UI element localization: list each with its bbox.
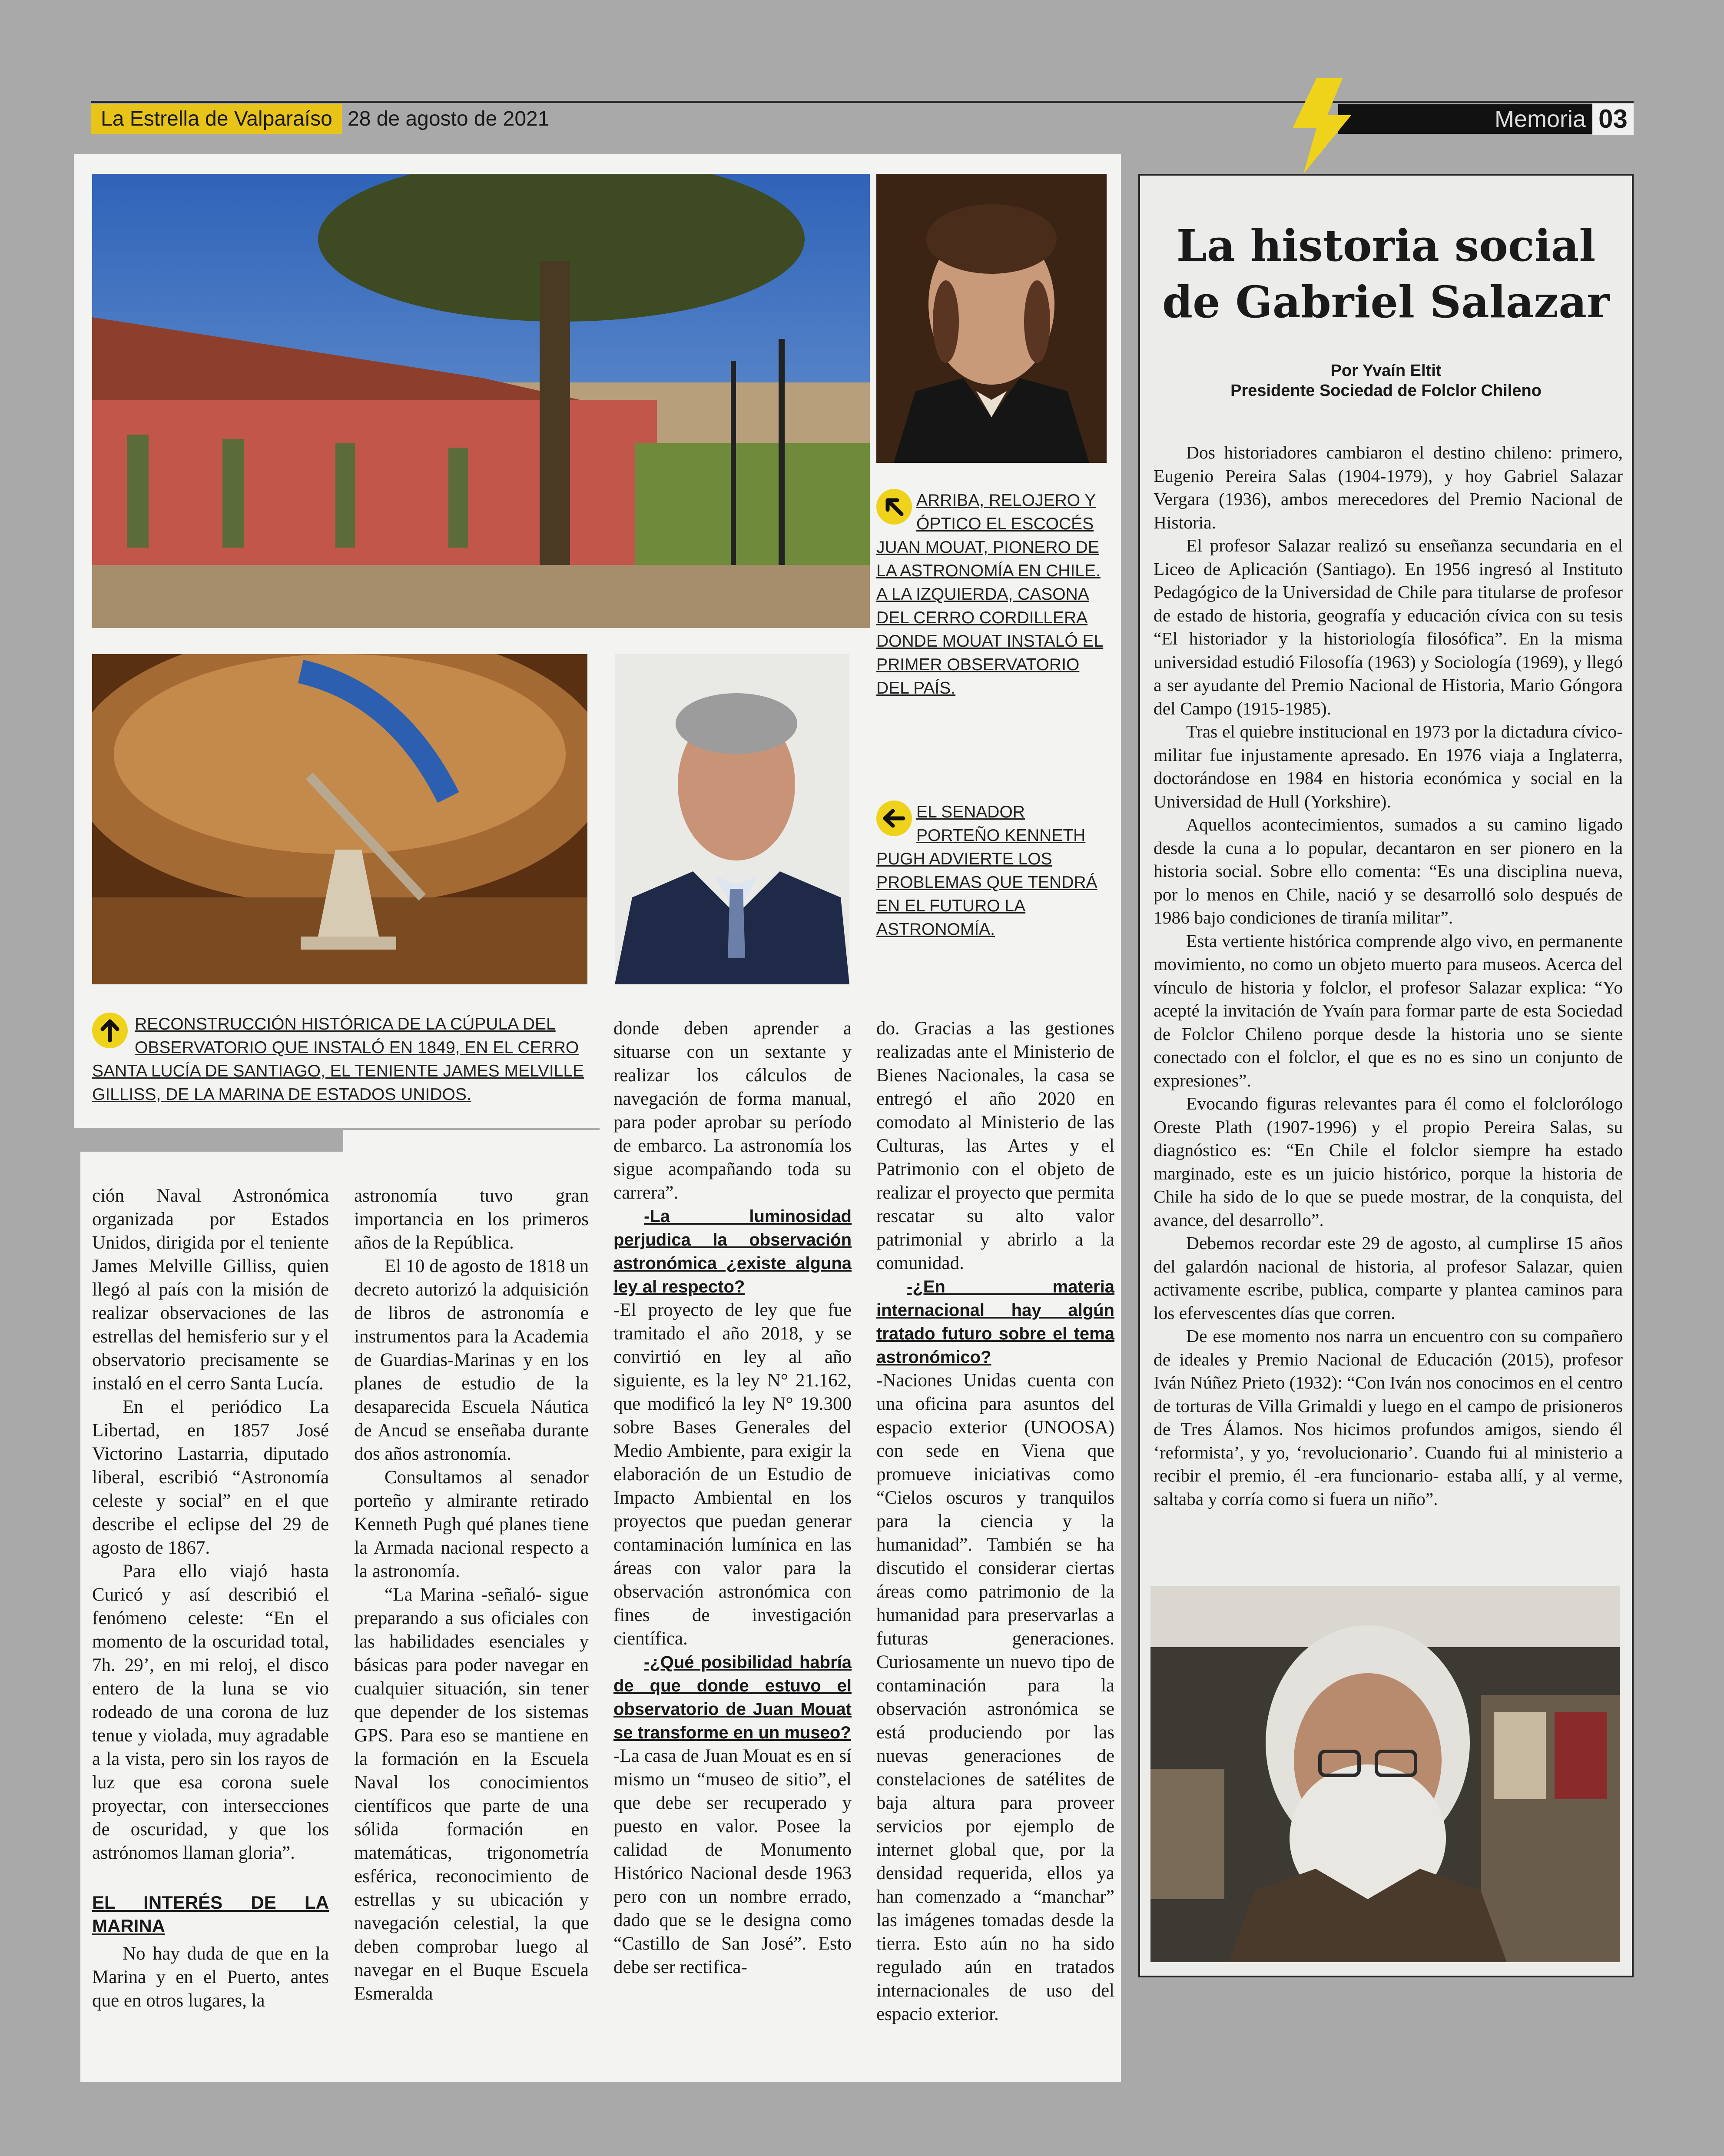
sidebar-body (1154, 441, 1623, 1511)
sidebar-title (1147, 217, 1625, 330)
column-3 (613, 1017, 852, 1979)
column-1 (92, 1184, 329, 2013)
moutat-portrait-photo (876, 174, 1107, 463)
page-number: 03 (1592, 103, 1634, 135)
col3-question-2: -¿Qué posibilidad habría de que donde estuvo el observatorio de Juan Mouat se transforme en un museo? (613, 1653, 852, 1742)
arrow-up-left-icon (876, 489, 912, 525)
col4-question-1: -¿En materia internacional hay algún tratado futuro sobre el tema astronómico? (876, 1277, 1114, 1367)
section-name: Memoria (1494, 106, 1586, 132)
col1-p2: En el periódico La Libertad, en 1857 José Victorino Lastarria, diputado liberal, escribió “Astronomía celeste y social” en el que describe el eclipse del 29 de agosto de 1867. (92, 1397, 329, 1558)
col4-answer-1: -Naciones Unidas cuenta con una oficina para asuntos del espacio exterior (UNOOSA) con sede en Viena que promueve iniciativas como “Cielos oscuros y tranquilos para la ciencia y la humanidad”. También se ha discutido el considerar ciertas áreas como patrimonio de la humanidad para preservarlas a futuras generaciones. Curiosamente un nuevo tipo de contaminación para la observación astronómica se está produciendo por las nuevas generaciones de constelaciones de satélites de baja altura para proveer servicios por ejemplo de internet global que, por la densidad requerida, ellos ya han comenzado a “manchar” las imágenes tomadas desde la tierra. Esto aún no ha sido regulado aún en tratados internacionales de uso del espacio exterior. (876, 1370, 1114, 2024)
arrow-left-icon (876, 801, 912, 836)
publication-name: La Estrella de Valparaíso (91, 104, 342, 134)
cupula-photo (92, 654, 587, 984)
sidebar-paragraph: El profesor Salazar realizó su enseñanza secundaria en el Liceo de Aplicación (Santiago). En 1956 ingresó al Instituto Pedagógico de la Universidad de Chile para titularse de profesor de estado de historia, geografía y educación cívica con su tesis “El historiador y la historiología filosófica”. En la misma universidad estudió Filosofía (1963) y Sociología (1969), y llegó a ser ayudante del Premio Nacional de Historia, Mario Góngora del Campo (1915-1985). (1154, 535, 1623, 718)
caption-mouat (876, 489, 1111, 700)
salazar-photo (1150, 1586, 1620, 1962)
caption-mouat-text: ARRIBA, RELOJERO Y ÓPTICO EL ESCOCÉS JUAN MOUAT, PIONERO DE LA ASTRONOMÍA EN CHILE. A LA IZQUIERDA, CASONA DEL CERRO CORDILLERA DONDE MOUAT INSTALÓ EL PRIMER OBSERVATORIO DEL PAÍS. (876, 491, 1104, 698)
col2-p3: Consultamos al senador porteño y almirante retirado Kenneth Pugh qué planes tiene la Armada nacional respecto a la astronomía. (354, 1467, 589, 1581)
sidebar-title-line1: La historia social (1176, 220, 1596, 271)
sidebar-paragraph: Aquellos acontecimientos, sumados a su camino ligado desde la cuna a lo popular, decantaron en ser pionero en la historia social. Sobre ello comenta: “Es una disciplina nueva, por lo menos en Chile, nació y se desarrolló solo después de 1986 bajo condiciones de tiranía militar”. (1154, 814, 1623, 927)
byline-author: Por Yvaín Eltit (1330, 362, 1442, 380)
byline-role: Presidente Sociedad de Folclor Chileno (1230, 382, 1542, 400)
sidebar-title-line2: de Gabriel Salazar (1162, 276, 1610, 328)
col1-p4: No hay duda de que en la Marina y en el Puerto, antes que en otros lugares, la (92, 1943, 329, 2011)
sidebar-paragraph: Evocando figuras relevantes para él como el folclorólogo Oreste Plath (1907-1996) y el propio Pereira Salas, su diagnóstico es: “En Chile el folclor siempre ha estado marginado, este es un juicio histórico, porque la historia de Chile ha sido de lo que se puede mostrar, de la conquista, del avance, del desarrollo”. (1154, 1093, 1623, 1230)
col3-answer-1: -El proyecto de ley que fue tramitado el año 2018, y se convirtió en ley al año siguiente, es la ley N° 21.162, que modificó la ley N° 19.300 sobre Bases Generales del Medio Ambiente, para exigir la elaboración de un Estudio de Impacto Ambiental en los proyectos que puedan generar contaminación lumínica en las áreas con valor para la observación astronómica con fines de investigación científica. (613, 1300, 852, 1649)
column-2 (354, 1184, 589, 2006)
col1-p3: Para ello viajó hasta Curicó y así describió el fenómeno celeste: “En el momento de la oscuridad total, 7h. 29’, en mi reloj, el disco entero de la luna se vio rodeado de una corona de luz tenue y violada, muy agradable a la vista, pero sin los rayos de luz que esa corona suele proyectar, con intersecciones de oscuridad, y que los astrónomos llaman gloria”. (92, 1561, 329, 1863)
sidebar-byline (1147, 361, 1625, 401)
sidebar-paragraph: Dos historiadores cambiaron el destino chileno: primero, Eugenio Pereira Salas (1904-1979), y hoy Gabriel Salazar Vergara (1936), ambos merecedores del Premio Nacional de Historia. (1154, 442, 1623, 532)
arrow-up-icon (92, 1013, 128, 1048)
casona-photo (92, 174, 870, 628)
sidebar-paragraph: De ese momento nos narra un encuentro con su compañero de ideales y Premio Nacional de Educación (2015), profesor Iván Núñez Prieto (1932): “Con Iván nos conocimos en el centro de torturas de Villa Grimaldi y luego en el campo de prisioneros de Tres Álamos. Nos hicimos profundos amigos, siendo él ‘reformista’, y yo, ‘revolucionario’. Cuando fui al ministerio a recibir el premio, él -era funcionario- estaba allí, y al verme, saltaba y corría como si fuera un niño”. (1154, 1326, 1623, 1509)
caption-cupula (92, 1013, 587, 1106)
issue-date: 28 de agosto de 2021 (348, 107, 550, 130)
col2-p1: astronomía tuvo gran importancia en los primeros años de la República. (354, 1186, 589, 1253)
pugh-portrait-photo (615, 654, 849, 984)
col3-question-1: -La luminosidad perjudica la observación astronómica ¿existe alguna ley al respecto? (613, 1207, 852, 1296)
col1-p1: ción Naval Astronómica organizada por Estados Unidos, dirigida por el teniente James Melville Gilliss, quien llegó al país con la misión de realizar observaciones de las estrellas del hemisferio sur y el observatorio precisamente se instaló en el cerro Santa Lucía. (92, 1186, 329, 1394)
lightning-icon (1286, 78, 1356, 174)
col3-answer-2: -La casa de Juan Mouat es en sí mismo un “museo de sitio”, el que debe ser recuperado y puesto en valor. Posee la calidad de Monumento Histórico Nacional desde 1963 pero con un nombre errado, dado que se le designa como “Castillo de San José”. Esto debe ser rectifica- (613, 1746, 852, 1977)
column-4 (876, 1017, 1114, 2026)
col1-subhead: EL INTERÉS DE LA MARINA (92, 1892, 329, 1936)
col3-p1: donde deben aprender a situarse con un sextante y realizar los cálculos de navegación de forma manual, para poder aprobar su período de embarco. La astronomía los sigue acompañando toda su carrera”. (613, 1018, 852, 1203)
caption-pugh (876, 801, 1111, 941)
header-rule (91, 101, 1634, 103)
col2-p2: El 10 de agosto de 1818 un decreto autorizó la adquisición de libros de astronomía e instrumentos para la Academia de Guardias-Marinas y en los planes de estudio de la desaparecida Escuela Náutica de Ancud se enseñaba durante dos años astronomía. (354, 1256, 589, 1464)
sidebar-paragraph: Debemos recordar este 29 de agosto, al cumplirse 15 años del galardón nacional de historia, al profesor Salazar, quien activamente escribe, publica, comparte y plantea caminos para los efervescentes días que corren. (1154, 1233, 1623, 1323)
sidebar-paragraph: Esta vertiente histórica comprende algo vivo, en permanente movimiento, no como un objeto muerto para museos. Acerca del vínculo de historia y folclor, el profesor Salazar explica: “Yo acepté la invitación de Yvaín para formar parte de esta Sociedad de Folclor Chileno porque desde la historia uno se siente conectado con el folclor, el que es no es sino un conjunto de expresiones”. (1154, 930, 1623, 1090)
col4-p1: do. Gracias a las gestiones realizadas ante el Ministerio de Bienes Nacionales, la casa se entregó el año 2020 en comodato al Ministerio de las Culturas, las Artes y el Patrimonio con el objeto de realizar el proyecto que permita rescatar su alto valor patrimonial y abrirlo a la comunidad. (876, 1018, 1114, 1273)
caption-cupula-text: RECONSTRUCCIÓN HISTÓRICA DE LA CÚPULA DEL OBSERVATORIO QUE INSTALÓ EN 1849, EN EL CERRO SANTA LUCÍA DE SANTIAGO, EL TENIENTE JAMES MELVILLE GILLISS, DE LA MARINA DE ESTADOS UNIDOS. (92, 1015, 584, 1104)
col2-p4: “La Marina -señaló- sigue preparando a sus oficiales con las habilidades esenciales y básicas para poder navegar en cualquier situación, sin tener que depender de los sistemas GPS. Para eso se mantiene en la formación en la Escuela Naval los conocimientos científicos que parte de una sólida formación en matemáticas, trigonometría esférica, reconocimiento de estrellas y su ubicación y navegación celestial, la que deben comprobar luego al navegar en el Buque Escuela Esmeralda (354, 1585, 589, 2004)
sidebar-paragraph: Tras el quiebre institucional en 1973 por la dictadura cívico-militar fue injustamente apresado. En 1976 viaja a Inglaterra, doctorándose en 1984 en historia económica y social en la Universidad de Hull (Yorkshire). (1154, 721, 1623, 811)
caption-pugh-text: EL SENADOR PORTEÑO KENNETH PUGH ADVIERTE LOS PROBLEMAS QUE TENDRÁ EN EL FUTURO LA ASTRONOMÍA. (876, 803, 1097, 939)
